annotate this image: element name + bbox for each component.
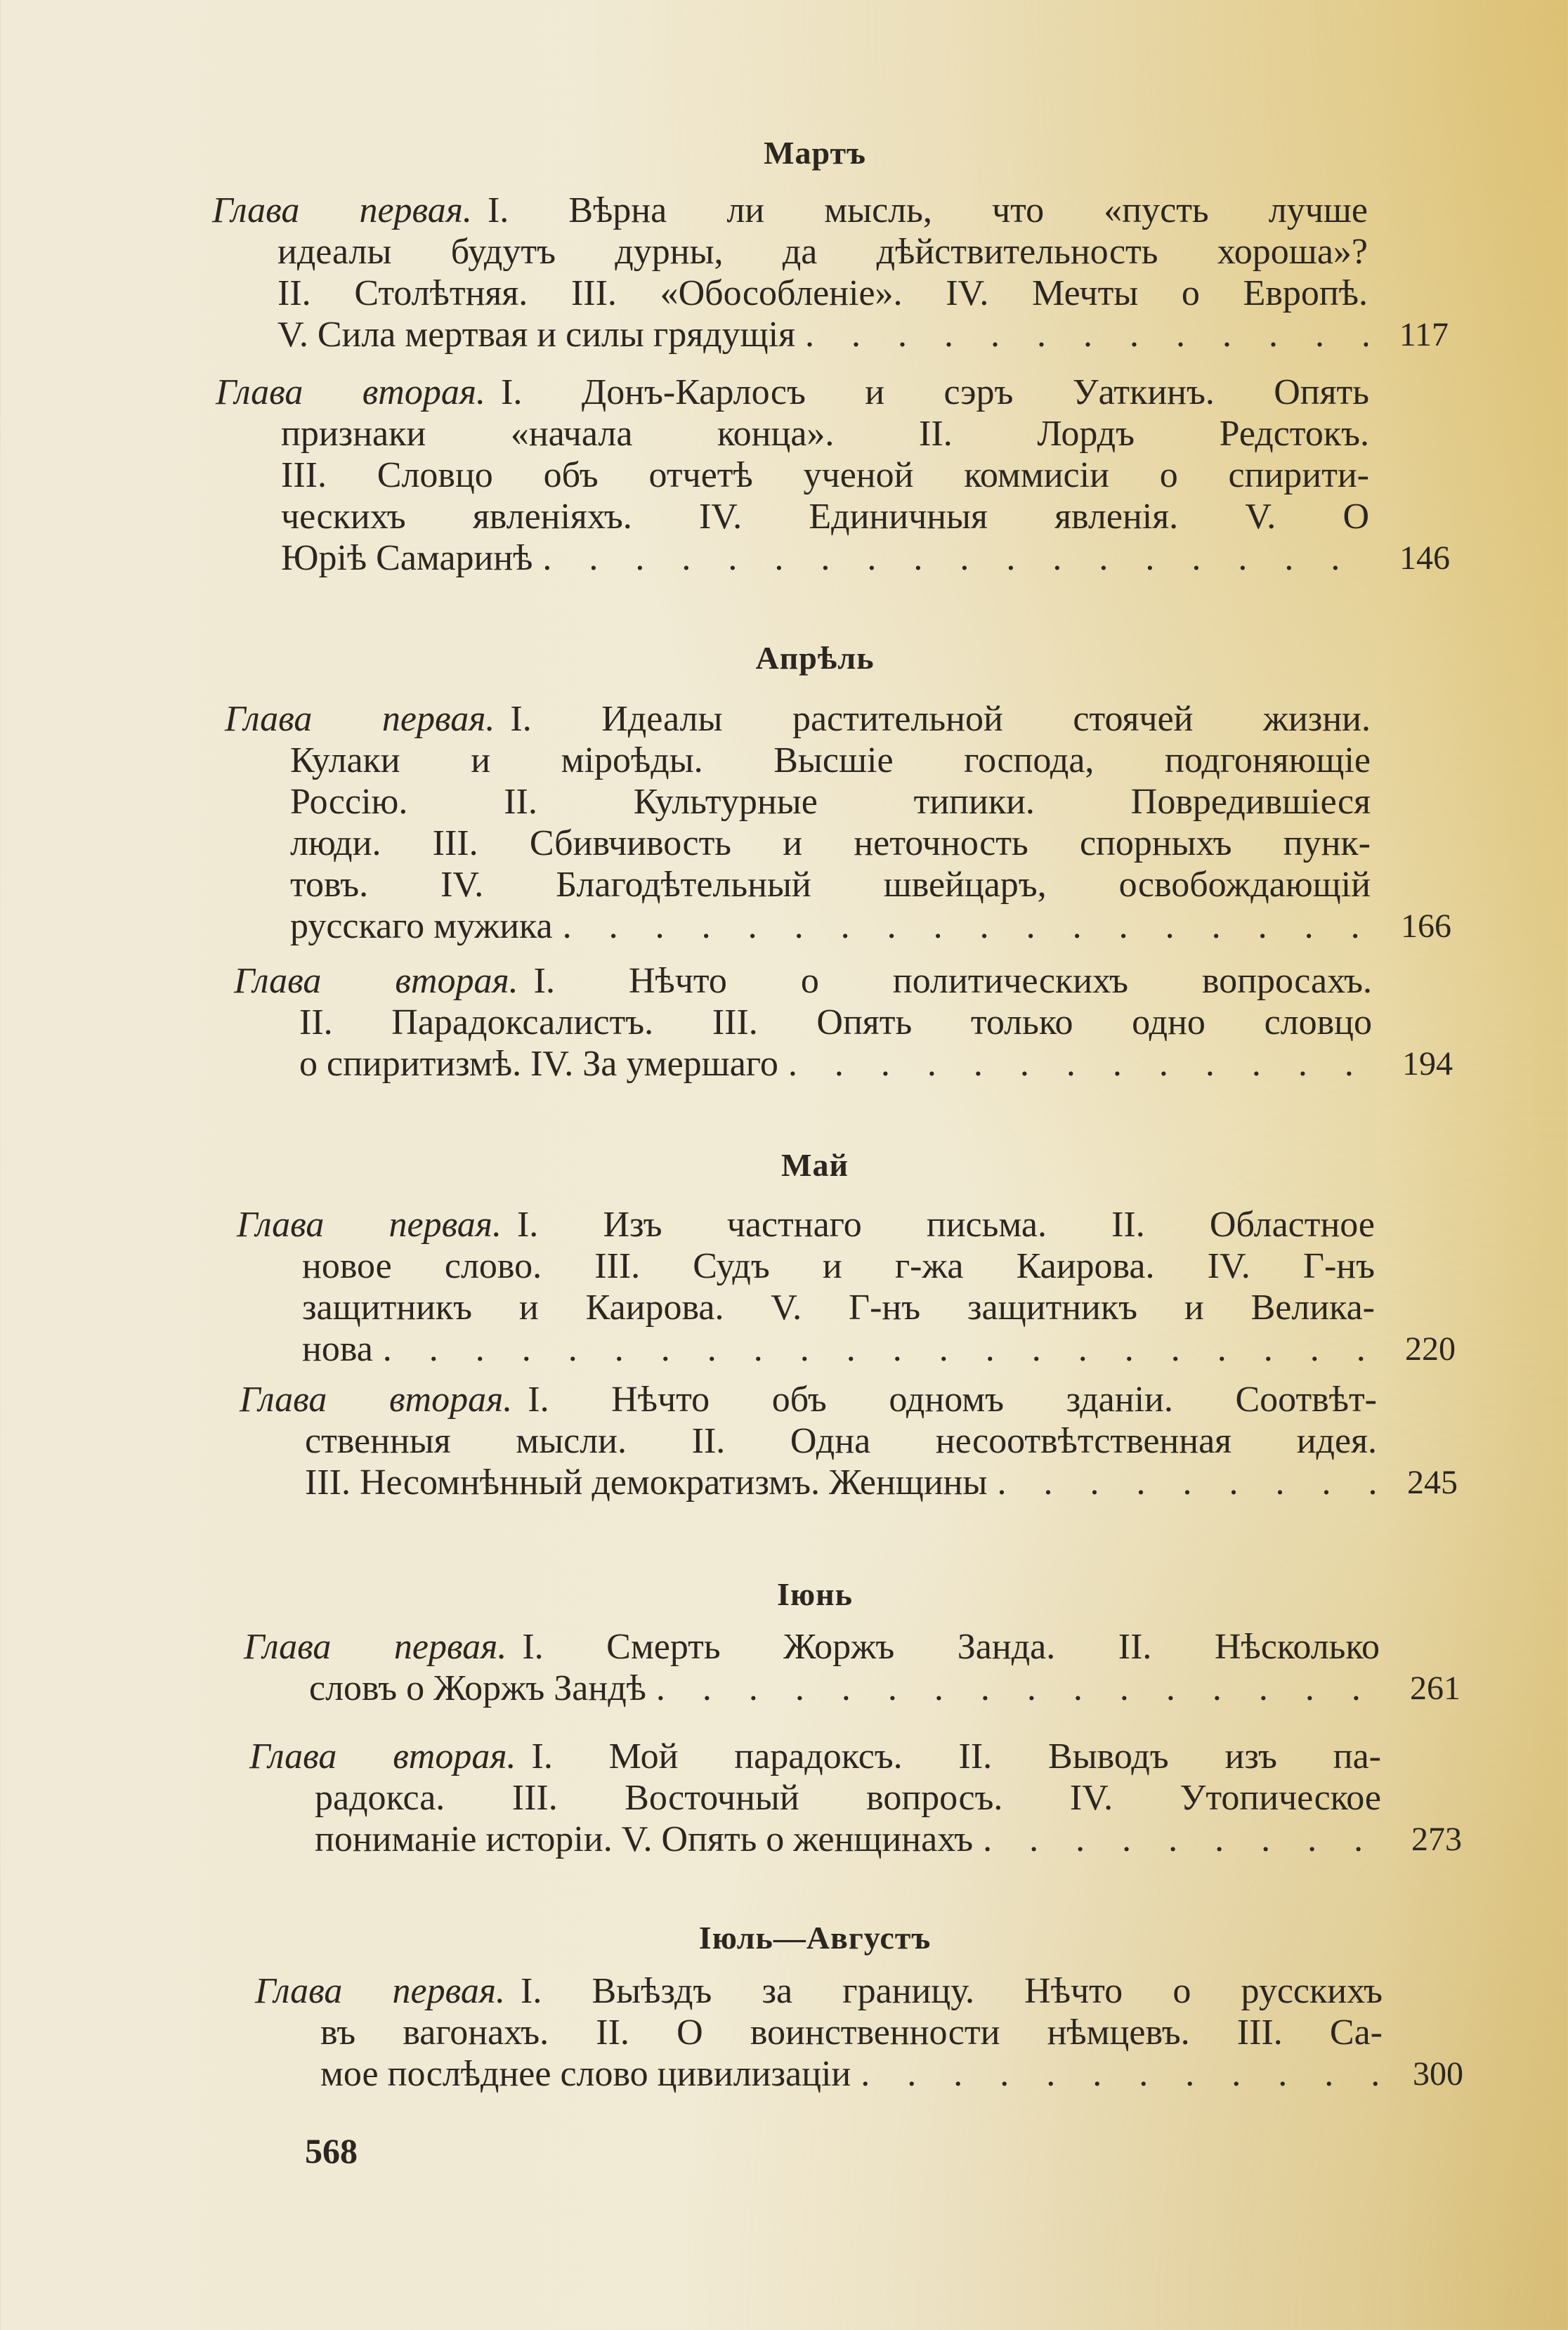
entry-line: [302, 1245, 1375, 1287]
entry-text: I. Идеалы растительной стоячей жизни.: [510, 699, 1371, 739]
entry-text: ческихъ явленіяхъ. IV. Единичныя явленія. V. О: [281, 497, 1369, 537]
section-heading: Апрѣль: [755, 640, 875, 676]
entry-line: [234, 960, 1372, 1002]
dot-leader: [997, 1462, 1377, 1503]
page-reference: 166: [1401, 908, 1451, 945]
entry-text: люди. III. Сбивчивость и неточность спорныхъ пунк-: [290, 823, 1371, 863]
toc-entry[interactable]: [216, 372, 1450, 579]
entry-text: III. Несомнѣнный демократизмъ. Женщины: [305, 1462, 988, 1503]
entry-text: V. Сила мертвая и силы грядущія: [277, 315, 796, 355]
entry-text: товъ. IV. Благодѣтельный швейцаръ, освобождающій: [290, 865, 1371, 905]
entry-text: о спиритизмѣ. IV. За умершаго: [299, 1044, 778, 1084]
dot-leader: [656, 1668, 1380, 1709]
page-reference: 117: [1399, 316, 1449, 353]
section-heading: Іюль—Августъ: [698, 1920, 932, 1956]
entry-line: [216, 372, 1369, 413]
dot-leader: [383, 1328, 1375, 1370]
entry-text: Юріѣ Самаринѣ: [281, 538, 533, 578]
entry-text: I. Смерть Жоржъ Занда. II. Нѣсколько: [522, 1627, 1380, 1667]
entry-text: I. Нѣчто объ одномъ зданіи. Соотвѣт-: [528, 1380, 1378, 1420]
section-heading: Мартъ: [764, 135, 866, 171]
page-reference: 273: [1411, 1821, 1462, 1858]
dot-leader: [861, 2053, 1383, 2095]
entry-line: [290, 864, 1371, 905]
entry-line: [255, 1970, 1383, 2012]
entry-line: [225, 698, 1371, 740]
entry-line: [212, 190, 1368, 231]
entry-last-line: [315, 1819, 1381, 1860]
entry-last-line: [281, 537, 1369, 579]
chapter-label: Глава вторая.: [240, 1380, 513, 1420]
toc-entry[interactable]: [234, 960, 1453, 1085]
entry-text: II. Парадоксалистъ. III. Опять только одно словцо: [299, 1002, 1372, 1042]
entry-last-line: [299, 1043, 1372, 1085]
section-heading: Іюнь: [777, 1576, 853, 1612]
entry-last-line: [277, 314, 1368, 355]
entry-text: радокса. III. Восточный вопросъ. IV. Утопическое: [315, 1778, 1381, 1818]
entry-text: въ вагонахъ. II. О воинственности нѣмцевъ. III. Са-: [320, 2012, 1383, 2053]
entry-text: I. Изъ частнаго письма. II. Областное: [516, 1205, 1375, 1245]
toc-entry[interactable]: [212, 190, 1449, 355]
entry-text: II. Столѣтняя. III. «Обособленіе». IV. Мечты о Европѣ.: [277, 273, 1368, 313]
page-reference: 300: [1413, 2055, 1463, 2093]
dot-leader: [563, 905, 1371, 947]
page-reference: 220: [1405, 1330, 1456, 1368]
entry-line: [302, 1287, 1375, 1328]
page-reference: 194: [1402, 1045, 1453, 1082]
chapter-label: Глава вторая.: [234, 961, 518, 1001]
entry-line: [305, 1420, 1377, 1462]
chapter-label: Глава вторая.: [216, 372, 486, 412]
page-reference: 146: [1399, 539, 1450, 577]
entry-text: Кулаки и міроѣды. Высшіе господа, подгоняющіе: [290, 740, 1371, 780]
toc-entry[interactable]: [240, 1379, 1458, 1503]
entry-text: мое послѣднее слово цивилизаціи: [320, 2054, 851, 2094]
dot-leader: [788, 1043, 1372, 1085]
entry-line: [281, 496, 1369, 537]
entry-line: [299, 1002, 1372, 1043]
toc-entry[interactable]: [237, 1204, 1456, 1370]
entry-last-line: [290, 905, 1371, 947]
toc-entry[interactable]: [225, 698, 1451, 947]
entry-line: [290, 781, 1371, 823]
dot-leader: [542, 537, 1369, 579]
entry-line: [290, 740, 1371, 781]
toc-entry[interactable]: [255, 1970, 1463, 2095]
entry-line: [315, 1777, 1381, 1819]
page-number: 568: [305, 2131, 358, 2171]
entry-text: пониманіе исторіи. V. Опять о женщинахъ: [315, 1819, 974, 1859]
page-reference: 261: [1410, 1670, 1461, 1707]
entry-line: [320, 2012, 1383, 2053]
page-reference: 245: [1407, 1464, 1458, 1501]
entry-last-line: [302, 1328, 1375, 1370]
entry-text: русскаго мужика: [290, 906, 553, 946]
entry-last-line: [305, 1462, 1377, 1503]
chapter-label: Глава первая.: [212, 190, 472, 230]
entry-text: ственныя мысли. II. Одна несоотвѣтственная идея.: [305, 1421, 1377, 1461]
entry-text: признаки «начала конца». II. Лордъ Редстокъ.: [281, 414, 1369, 454]
entry-text: I. Выѣздъ за границу. Нѣчто о русскихъ: [521, 1971, 1383, 2011]
chapter-label: Глава первая.: [244, 1627, 507, 1667]
dot-leader: [805, 314, 1368, 355]
entry-text: III. Словцо объ отчетѣ ученой коммисіи о спирити-: [281, 455, 1369, 495]
entry-line: [249, 1736, 1381, 1777]
entry-line: [240, 1379, 1377, 1420]
entry-last-line: [309, 1668, 1380, 1709]
chapter-label: Глава вторая.: [249, 1736, 516, 1776]
entry-text: защитникъ и Каирова. V. Г-нъ защитникъ и Велика-: [302, 1288, 1375, 1328]
entry-text: словъ о Жоржъ Зандѣ: [309, 1668, 646, 1708]
entry-text: идеалы будутъ дурны, да дѣйствительность хороша»?: [277, 232, 1368, 272]
dot-leader: [983, 1819, 1381, 1860]
entry-text: I. Вѣрна ли мысль, что «пусть лучше: [487, 190, 1368, 230]
entry-text: I. Донъ-Карлосъ и сэръ Уаткинъ. Опять: [501, 372, 1369, 412]
toc-entry[interactable]: [244, 1626, 1461, 1709]
entry-text: I. Мой парадоксъ. II. Выводъ изъ па-: [531, 1736, 1381, 1776]
entry-text: I. Нѣчто о политическихъ вопросахъ.: [533, 961, 1373, 1001]
entry-line: [244, 1626, 1380, 1668]
entry-text: нова: [302, 1329, 373, 1369]
entry-text: новое слово. III. Судъ и г-жа Каирова. IV. Г-нъ: [302, 1246, 1375, 1286]
entry-line: [277, 273, 1368, 314]
entry-line: [290, 823, 1371, 864]
chapter-label: Глава первая.: [255, 1971, 505, 2011]
entry-last-line: [320, 2053, 1383, 2095]
toc-entry[interactable]: [249, 1736, 1462, 1860]
section-heading: Май: [781, 1147, 849, 1183]
entry-line: [281, 413, 1369, 454]
chapter-label: Глава первая.: [237, 1205, 502, 1245]
chapter-label: Глава первая.: [225, 699, 495, 739]
entry-line: [237, 1204, 1375, 1245]
entry-line: [281, 454, 1369, 496]
entry-line: [277, 231, 1368, 273]
entry-text: Россію. II. Культурные типики. Повредившіеся: [290, 782, 1371, 822]
